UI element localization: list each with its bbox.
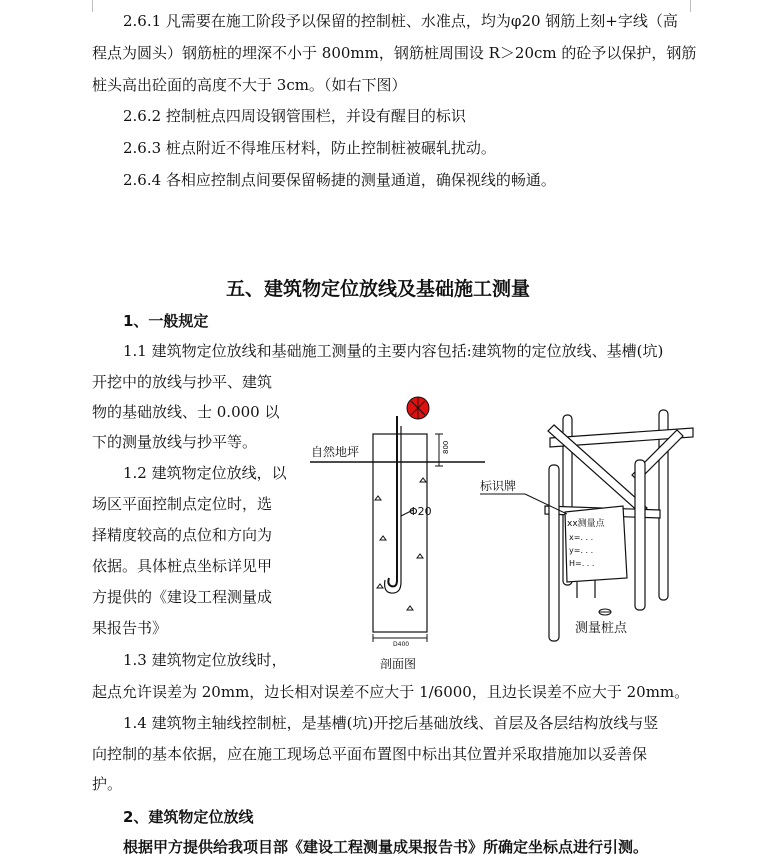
width-dimension-label: D400	[393, 641, 410, 648]
subheading-building-layout: 2、建筑物定位放线	[123, 808, 254, 826]
para-1-1-line1: 1.1 建筑物定位放线和基础施工测量的主要内容包括:建筑物的定位放线、基槽(坑)	[123, 342, 664, 360]
para-1-1-line2: 开挖中的放线与抄平、建筑	[92, 373, 273, 391]
section-caption: 剖面图	[380, 657, 417, 671]
control-pile-drawing	[305, 390, 725, 680]
control-pile-figure	[305, 390, 725, 680]
pile-point-label: 测量桩点	[575, 621, 628, 636]
sign-title: xx测量点	[567, 519, 605, 529]
para-2-6-4: 2.6.4 各相应控制点间要保留畅捷的测量通道，确保视线的畅通。	[123, 171, 556, 189]
sign-elevation: H=. . .	[569, 559, 595, 568]
para-1-3-line2: 起点允许误差为 20mm，边长相对误差不应大于 1/6000，且边长误差不应大于 20mm。	[92, 683, 690, 701]
para-1-3-line1: 1.3 建筑物定位放线时，	[123, 651, 287, 669]
para-1-2-line6: 果报告书》	[92, 619, 168, 637]
para-1-2-line5: 方提供的《建设工程测量成	[92, 588, 273, 606]
para-2-6-2: 2.6.2 控制桩点四周设钢管围栏，并设有醒目的标识	[123, 107, 466, 125]
para-1-1-line3: 物的基础放线、士 0.000 以	[92, 403, 280, 421]
para-2-6-1-line2: 程点为圆头）钢筋桩的埋深不小于 800mm，钢筋桩周围设 R＞20cm 的砼予以保护，钢筋	[92, 44, 697, 62]
para-1-2-line3: 择精度较高的点位和方向为	[92, 526, 273, 544]
para-2-6-1-line3: 桩头高出砼面的高度不大于 3cm。（如右下图）	[92, 76, 407, 94]
para-1-2-line4: 依据。具体桩点坐标详见甲	[92, 557, 273, 575]
sign-x-coordinate: x=. . .	[569, 533, 594, 542]
pile-point-icon	[599, 609, 611, 615]
para-2-intro: 根据甲方提供给我项目部《建设工程测量成果报告书》所确定坐标点进行引测。	[123, 838, 649, 856]
para-1-2-line2: 场区平面控制点定位时，选	[92, 495, 273, 513]
para-1-4-line2: 向控制的基本依据，应在施工现场总平面布置图中标出其位置并采取措施加以妥善保	[92, 745, 648, 763]
para-2-6-3: 2.6.3 桩点附近不得堆压材料，防止控制桩被碾轧扰动。	[123, 139, 496, 157]
para-1-4-line1: 1.4 建筑物主轴线控制桩，是基槽(坑)开挖后基础放线、首层及各层结构放线与竖	[123, 714, 659, 732]
para-1-1-line4: 下的测量放线与抄平等。	[92, 433, 258, 451]
ground-level-label: 自然地坪	[311, 445, 360, 459]
sign-y-coordinate: y=. . .	[569, 546, 594, 555]
para-1-4-line3: 护。	[92, 775, 123, 793]
rebar-diameter-label: Φ20	[409, 505, 432, 518]
page-margin-right	[690, 0, 691, 12]
para-1-2-line1: 1.2 建筑物定位放线，以	[123, 464, 287, 482]
page-margin-left	[92, 0, 93, 12]
depth-dimension-label: 800	[442, 440, 450, 454]
subheading-general-rules: 1、一般规定	[123, 312, 209, 330]
para-2-6-1-line1: 2.6.1 凡需要在施工阶段予以保留的控制桩、水准点，均为φ20 钢筋上刻+字线（高	[123, 12, 678, 30]
sign-callout-label: 标识牌	[480, 479, 517, 493]
section-5-title: 五、建筑物定位放线及基础施工测量	[226, 278, 531, 300]
survey-marker-icon	[407, 397, 429, 419]
